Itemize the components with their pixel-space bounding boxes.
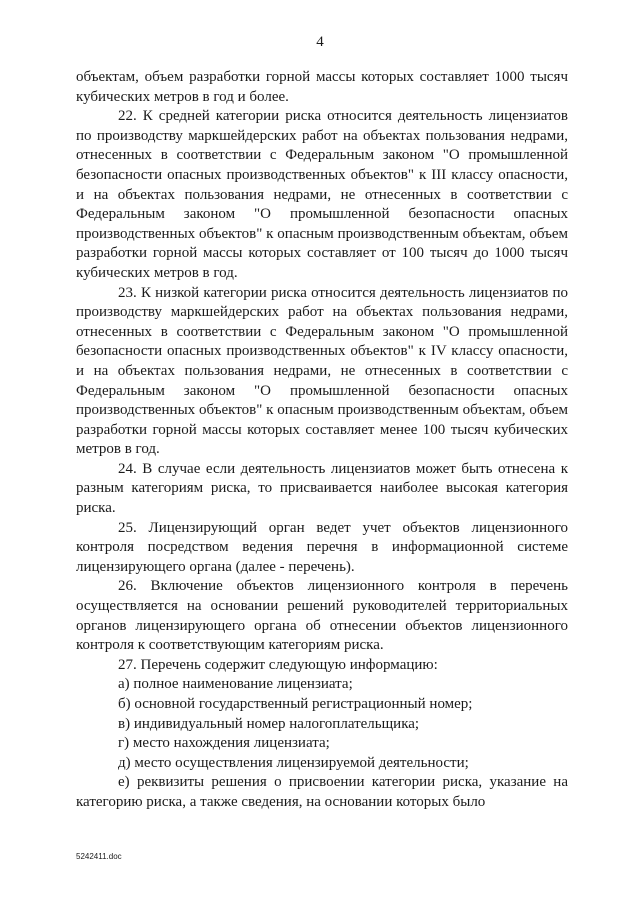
- paragraph-24: 24. В случае если деятельность лицензиатов может быть отнесена к разным категориям риска, то присваивается наиболее высокая категория риска.: [76, 460, 568, 517]
- list-item-d: д) место осуществления лицензируемой деятельности;: [118, 754, 469, 771]
- document-body: [76, 68, 568, 813]
- paragraph-26: 26. Включение объектов лицензионного контроля в перечень осуществляется на основании решений руководителей территориальных органов лицензирующего органа об отнесении объектов лицензионного контроля к соответствующим категориям риска.: [76, 578, 568, 654]
- page-number: 4: [316, 34, 324, 50]
- footer-filename: 5242411.doc: [76, 852, 122, 861]
- paragraph-25: 25. Лицензирующий орган ведет учет объектов лицензионного контроля посредством ведения перечня в информационной системе лицензирующего органа (далее - перечень).: [76, 519, 568, 575]
- list-item-v: в) индивидуальный номер налогоплательщика;: [118, 715, 420, 732]
- list-item-e: е) реквизиты решения о присвоении категории риска, указание на категорию риска, а также сведения, на основании которых было: [76, 774, 568, 810]
- list-item-b: б) основной государственный регистрационный номер;: [118, 696, 473, 712]
- paragraph-23: 23. К низкой категории риска относится деятельность лицензиатов по производству маркшейдерских работ на объектах пользования недрами, отнесенных в соответствии с Федеральным законом "О промышленной безопасности опасных производственных объектов" к IV классу опасности, и на объектах пользования недрами, не отнесенных в соответствии с Федеральным законом "О промышленной безопасности опасных производственных объектов" к опасным производственным объектам, объем разработки горной массы которых составляет менее 100 тысяч кубических метров в год.: [76, 284, 568, 458]
- paragraph-27: 27. Перечень содержит следующую информацию:: [118, 656, 438, 673]
- list-item-g: г) место нахождения лицензиата;: [118, 735, 330, 752]
- paragraph-continuation: объектам, объем разработки горной массы которых составляет 1000 тысяч кубических метров в год и более.: [76, 69, 568, 105]
- paragraph-22: 22. К средней категории риска относится деятельность лицензиатов по производству маркшейдерских работ на объектах пользования недрами, отнесенных в соответствии с Федеральным законом "О промышленной безопасности опасных производственных объектов" к III классу опасности, и на объектах пользования недрами, не отнесенных в соответствии с Федеральным законом "О промышленной безопасности опасных производственных объектов" к опасным производственным объектам, объем разработки горной массы которых составляет от 100 тысяч до 1000 тысяч кубических метров в год.: [76, 108, 568, 281]
- list-item-a: а) полное наименование лицензиата;: [118, 676, 353, 693]
